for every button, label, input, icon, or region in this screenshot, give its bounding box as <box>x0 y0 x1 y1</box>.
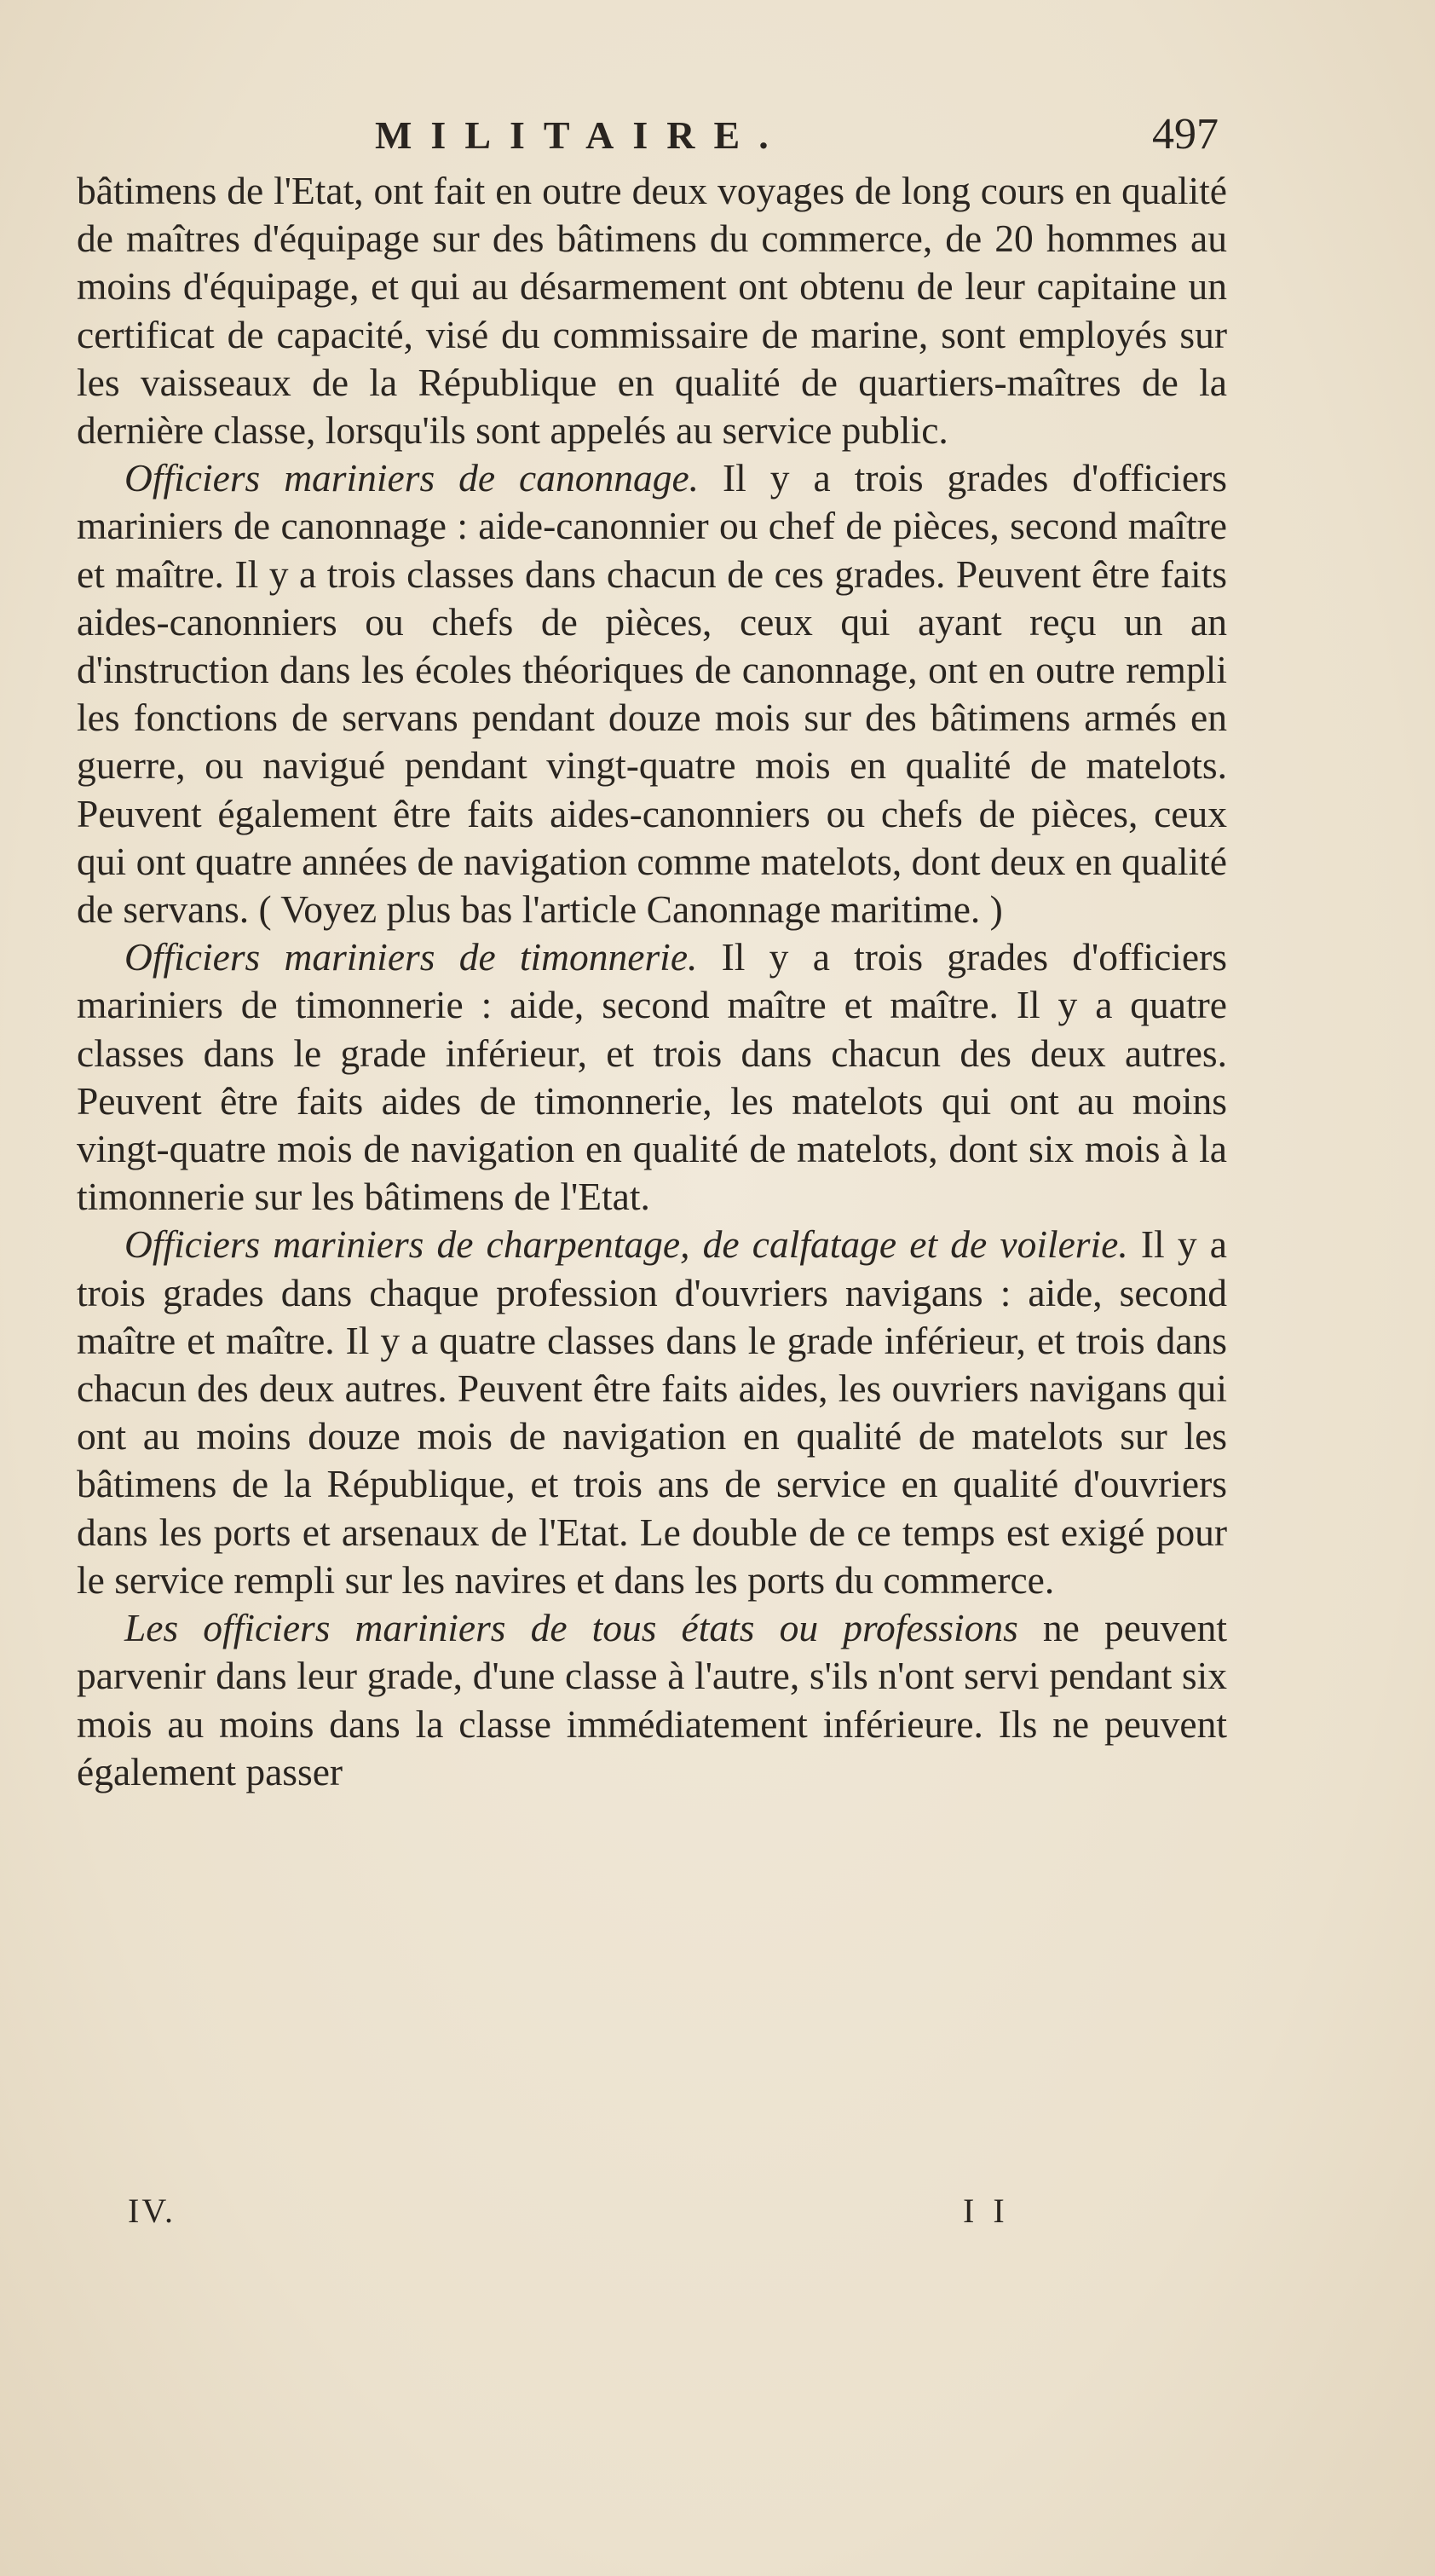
paragraph-text: Il y a trois grades dans chaque profession d'ouvriers navigans : aide, second maître et maître. Il y a quatre classes dans le grade inférieur, et trois dans chacun des deux autres. Peuvent être faits aides, les ouvriers navigans qui ont au moins douze mois de navigation en qualité de matelots sur les bâtimens de la République, et trois ans de service en qualité d'ouvriers dans les ports et arsenaux de l'Etat. Le double de ce temps est exigé pour le service rempli sur les navires et dans les ports du commerce. <box>77 1222 1227 1602</box>
paragraph-text: Il y a trois grades d'officiers mariniers de canonnage : aide-canonnier ou chef de pièces, second maître et maître. Il y a trois classes dans chacun de ces grades. Peuvent être faits aides-canonniers ou chefs de pièces, ceux qui ayant reçu un an d'instruction dans les écoles théoriques de canonnage, ont en outre rempli les fonctions de servans pendant douze mois sur des bâtimens armés en guerre, ou navigué pendant vingt-quatre mois en qualité de matelots. Peuvent également être faits aides-canonniers ou chefs de pièces, ceux qui ont quatre années de navigation comme matelots, dont deux en qualité de servans. ( Voyez plus bas l'article Canonnage maritime. ) <box>77 456 1227 932</box>
paragraph-lead: Les officiers mariniers de tous états ou professions <box>124 1606 1018 1650</box>
running-title: MILITAIRE. <box>375 113 787 157</box>
page-number: 497 <box>1152 110 1219 159</box>
paragraph-text: bâtimens de l'Etat, ont fait en outre deux voyages de long cours en qualité de maîtres d'équipage sur des bâtimens du commerce, de 20 hommes au moins d'équipage, et qui au désarmement ont obtenu de leur capitaine un certificat de capacité, visé du commissaire de marine, sont employés sur les vaisseaux de la République en qualité de quartiers-maîtres de la dernière classe, lorsqu'ils sont appelés au service public. <box>77 169 1227 453</box>
page-body <box>77 167 1227 1796</box>
page-header <box>375 110 1219 172</box>
paragraph-lead: Officiers mariniers de charpentage, de calfatage et de voilerie. <box>124 1222 1128 1267</box>
paragraph-text: ne peuvent parvenir dans leur grade, d'une classe à l'autre, s'ils n'ont servi pendant six mois au moins dans la classe immédiatement inférieure. Ils ne peuvent également passer <box>77 1606 1227 1793</box>
paragraph-continuation <box>77 167 1227 454</box>
paragraph-charpentage <box>77 1221 1227 1604</box>
paragraph-lead: Officiers mariniers de timonnerie. <box>124 935 698 979</box>
page-footer <box>128 2191 1184 2233</box>
paragraph-tous-etats <box>77 1604 1227 1796</box>
volume-signature: IV. <box>128 2192 176 2230</box>
paragraph-timonnerie <box>77 933 1227 1221</box>
paragraph-text: Il y a trois grades d'officiers mariniers de timonnerie : aide, second maître et maître. Il y a quatre classes dans le grade inférieur, et trois dans chacun des deux autres. Peuvent être faits aides de timonnerie, les matelots qui ont au moins vingt-quatre mois de navigation en qualité de matelots, dont six mois à la timonnerie sur les bâtimens de l'Etat. <box>77 935 1227 1219</box>
paragraph-lead: Officiers mariniers de canonnage. <box>124 456 700 500</box>
paragraph-canonnage <box>77 454 1227 933</box>
sheet-signature: I I <box>963 2192 1010 2230</box>
